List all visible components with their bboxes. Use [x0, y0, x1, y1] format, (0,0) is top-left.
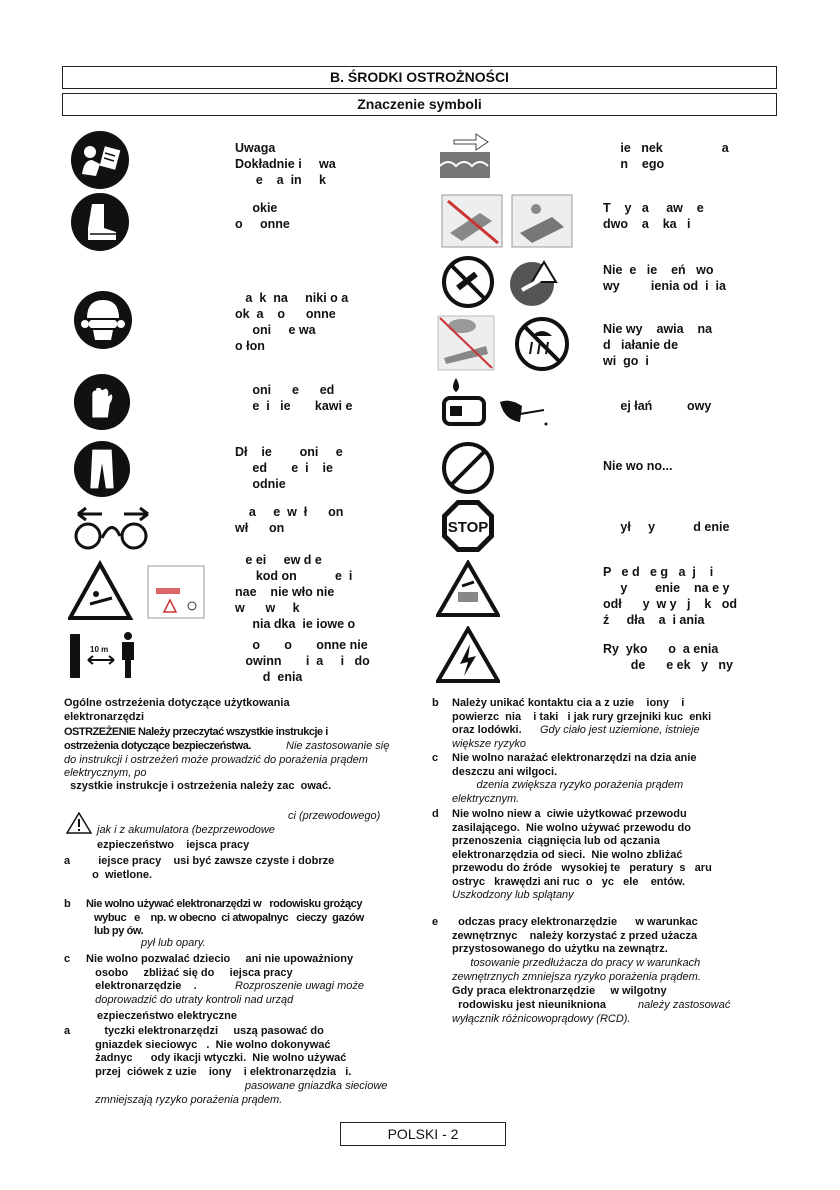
symbol-text-kickback: e ei ew d e kod on e i nae nie wło nie w w k nia dka ie iowe o	[235, 553, 356, 631]
item-a2-italic: pasowane gniazdka sieciowe zmniejszają ryzyko porażenia prądem.	[95, 1080, 388, 1106]
warning-triangle-icon	[66, 812, 92, 834]
page-footer-label: POLSKI - 2	[340, 1122, 506, 1146]
warning-bold-text: OSTRZEŻENIE Należy przeczytać wszystkie instrukcje i ostrzeżenia dotyczące bezpieczeństwa.	[64, 726, 328, 752]
symbol-text-rain: Nie wy awia na d iałanie de wi go i	[603, 322, 713, 368]
distance-label: 10 m	[90, 645, 109, 654]
kickback-warning-icon	[68, 560, 208, 622]
work-area-safety-heading: ezpieczeństwo iejsca pracy	[97, 839, 250, 851]
symbol-text-unplug: P e d e g a j i y enie na e y odł y w y j k od ź dła a i ania	[603, 565, 738, 627]
symbol-text-one-hand: Nie e ie eń wo wy ienia od i ia	[603, 263, 726, 293]
symbol-text-stop: ył y d enie	[603, 520, 730, 534]
symbol-text-oil: ej łań owy	[603, 399, 712, 413]
right-item-c-text: Nie wolno narażać elektronarzędzi na dzia anie deszczu ani wilgoci.	[452, 752, 697, 778]
no-one-handed-operation-icon	[440, 254, 566, 310]
symbol-text-shock: Ry yko o a enia de e ek y ny	[603, 642, 733, 672]
stop-sign-text: STOP	[447, 519, 489, 536]
power-tool-definition-1: ci (przewodowego)	[288, 810, 381, 822]
right-item-c-italic: dzenia zwiększa ryzyko porażenia prądem elektrycznym.	[452, 779, 684, 805]
two-hand-operation-icon	[68, 500, 158, 552]
symbol-text-two-hands: a e w ł on wł on	[235, 505, 344, 535]
warning-italic-text: Nie zastosowanie się do instrukcji i ostrzeżeń może prowadzić do porażenia prądem elektrycznym, po	[64, 740, 390, 779]
symbol-text-gloves: oni e ed e i ie kawi e	[252, 383, 353, 413]
right-item-e-italic: tosowanie przedłużacza do pracy w warunkach zewnętrznych zmniejsza ryzyko porażenia prądem.	[452, 957, 701, 983]
symbol-text-prohibited: Nie wo no...	[603, 459, 673, 473]
unplug-before-maintenance-icon	[436, 560, 500, 618]
symbol-text-warning: Uwaga Dokładnie i wa e a in k	[235, 141, 336, 187]
item-a-text: iejsce pracy usi być zawsze czyste i dobrze o wietlone.	[92, 855, 335, 881]
right-item-d-letter: d	[432, 808, 439, 820]
item-a-letter: a	[64, 855, 71, 867]
right-item-b-letter: b	[432, 697, 439, 709]
stop-sign-icon	[440, 498, 496, 554]
keep-distance-10m-icon	[68, 628, 142, 680]
electric-shock-icon	[436, 626, 500, 684]
item-c-italic: Rozproszenie uwagi może doprowadzić do utraty kontroli nad urząd	[95, 980, 365, 1006]
helmet-goggles-ear-protection-icon	[73, 290, 133, 350]
tip-contact-kickback-icon	[440, 193, 586, 249]
symbol-text-boots: okie o onne	[235, 201, 290, 231]
general-warnings-heading: Ogólne ostrzeżenia dotyczące użytkowania elektronarzędzi	[64, 697, 290, 723]
item-c-text: Nie wolno pozwalać dziecio ani nie upoważniony osobo zbliżać się do iejsca pracy elektronarzędzie .	[86, 953, 354, 992]
symbol-text-trousers: Dł ie oni e ed e i ie odnie	[235, 445, 343, 491]
item-a2-text: tyczki elektronarzędzi uszą pasować do gniazdek sieciowyc . Nie wolno dokonywać żadnyc ody ikacji wtyczki. Nie wolno używać przej ciówek z uzie iony i elektronarzędzia i.	[95, 1025, 352, 1078]
symbol-text-distance: o o onne nie owinn i a i do d enia	[245, 638, 370, 684]
item-b-italic: pył lub opary.	[86, 937, 206, 949]
symbol-text-tip: T y a aw e dwo a ka i	[603, 201, 704, 231]
right-item-b-text: Należy unikać kontaktu cia a z uzie iony i powierzc nia i taki i jak rury grzejniki kuc enki oraz lodówki.	[452, 697, 712, 736]
symbol-text-chain: ie nek a n ego	[620, 141, 729, 171]
no-rain-exposure-icon	[436, 314, 576, 372]
prohibited-icon	[440, 440, 496, 496]
right-item-e-text: odczas pracy elektronarzędzie w warunkac zewnętrznyc należy korzystać z przed użacza przystosowanego do użytku na zewnątrz.	[452, 916, 698, 955]
power-tool-definition-2: jak i z akumulatora (bezprzewodowe	[97, 824, 275, 836]
protective-gloves-icon	[73, 373, 131, 431]
protective-boots-icon	[70, 192, 130, 252]
protective-trousers-icon	[73, 440, 131, 498]
right-item-d-italic: Uszkodzony lub splątany	[452, 889, 574, 901]
chain-direction-icon	[436, 128, 496, 188]
item-c-letter: c	[64, 953, 71, 965]
right-item-c-letter: c	[432, 752, 439, 764]
save-instructions-note: szystkie instrukcje i ostrzeżenia należy zac ować.	[64, 780, 332, 792]
electrical-safety-heading: ezpieczeństwo elektryczne	[97, 1010, 238, 1022]
item-a2-letter: a	[64, 1025, 71, 1037]
warning-read-manual-icon	[70, 130, 130, 190]
chain-oil-icon	[440, 376, 552, 430]
section-subtitle: Znaczenie symboli	[62, 93, 777, 116]
right-item-f-italic: należy zastosować wyłącznik różnicowoprądowy (RCD).	[452, 999, 731, 1025]
section-title: B. ŚRODKI OSTROŻNOŚCI	[62, 66, 777, 89]
right-item-e-letter: e	[432, 916, 439, 928]
right-item-b-italic: Gdy ciało jest uziemione, istnieje większe ryzyko	[452, 724, 700, 750]
right-item-f-text: Gdy praca elektronarzędzie w wilgotny rodowisku jest nieunikniona	[452, 985, 667, 1011]
right-item-d-text: Nie wolno niew a ciwie użytkować przewodu zasilającego. Nie wolno używać przewodu do przenoszenia ciągnięcia lub od ączania elektronarzędzia od sieci. Nie wolno zbliżać przewodu do źróde wysokiej te peratury s aru ostryc krawędzi ani ruc o yc ele entów.	[452, 808, 712, 888]
symbol-text-helmet: a k na niki o a ok a o onne oni e wa o łon	[235, 291, 349, 353]
item-b-letter: b	[64, 898, 71, 910]
item-b-text: Nie wolno używać elektronarzędzi w rodowisku grożący wybuc e np. w obecno ci atwopalnyc cieczy gazów lub py ów.	[86, 898, 364, 937]
